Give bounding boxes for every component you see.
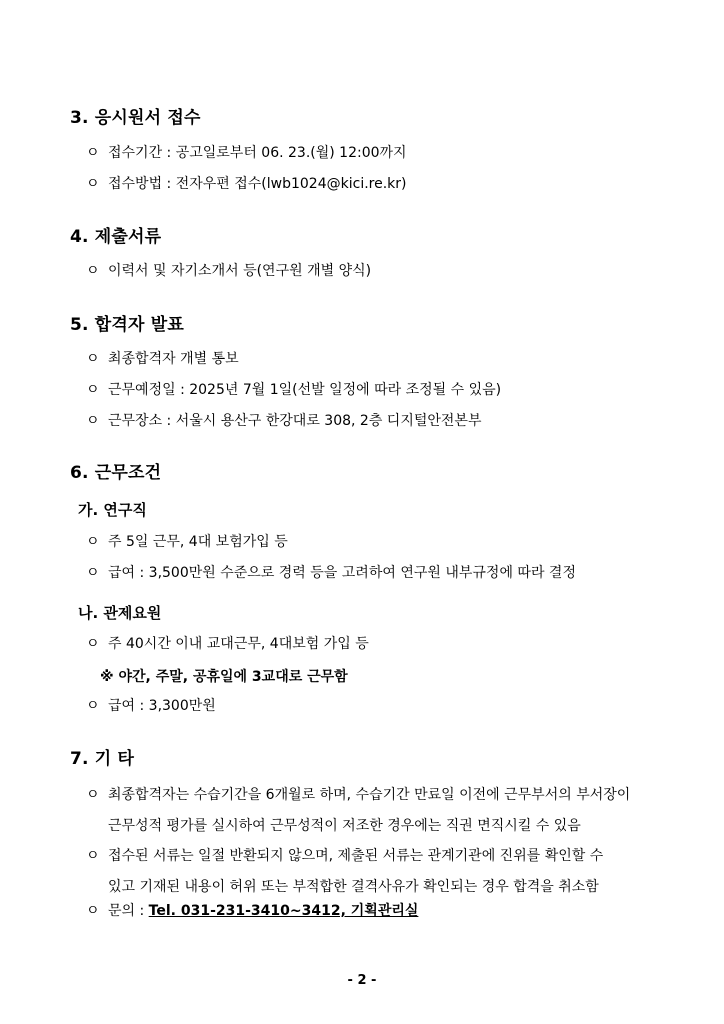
list-item: ㅇ 접수된 서류는 일절 반환되지 않으며, 제출된 서류는 관계기관에 진위를 확인할 수 있고 기재된 내용이 허위 또는 부적합한 결격사유가 확인되는 경우 합격을 취소함 [86, 841, 664, 903]
contact-info: Tel. 031-231-3410~3412, 기획관리실 [148, 903, 419, 919]
page-number: - 2 - [347, 973, 377, 988]
list-item: ㅇ 최종합격자 개별 통보 [86, 344, 664, 375]
contact-label: 문의 : [108, 903, 149, 919]
list-item: ㅇ 주 5일 근무, 4대 보험가입 등 [86, 527, 664, 558]
bullet-icon: ㅇ [86, 176, 100, 192]
list-item: ㅇ 급여 : 3,500만원 수준으로 경력 등을 고려하여 연구원 내부규정에 따라 결정 [86, 558, 664, 589]
bullet-icon: ㅇ [86, 636, 100, 652]
section-6-heading: 6. 근무조건 [70, 463, 162, 483]
bullet-icon: ㅇ [86, 351, 100, 367]
list-item: ㅇ 주 40시간 이내 교대근무, 4대보험 가입 등 [86, 629, 664, 660]
bullet-icon: ㅇ [86, 534, 100, 550]
section-5-heading: 5. 합격자 발표 [70, 315, 185, 335]
bullet-icon: ㅇ [86, 698, 100, 714]
bullet-icon: ㅇ [86, 903, 100, 919]
list-item: ㅇ 최종합격자는 수습기간을 6개월로 하며, 수습기간 만료일 이전에 근무부서의 부서장이 근무성적 평가를 실시하여 근무성적이 저조한 경우에는 직권 면직시킬 수 있음 [86, 780, 664, 842]
list-item: ㅇ 이력서 및 자기소개서 등(연구원 개별 양식) [86, 256, 664, 287]
subsection-control-heading: 나. 관제요원 [78, 604, 162, 622]
shift-note: ※ 야간, 주말, 공휴일에 3교대로 근무함 [100, 669, 348, 685]
list-item: ㅇ 접수기간 : 공고일로부터 06. 23.(월) 12:00까지 [86, 138, 664, 169]
section-7-heading: 7. 기 타 [70, 749, 135, 769]
bullet-icon: ㅇ [86, 787, 100, 803]
bullet-icon: ㅇ [86, 848, 100, 864]
bullet-icon: ㅇ [86, 382, 100, 398]
list-item: ㅇ 접수방법 : 전자우편 접수(lwb1024@kici.re.kr) [86, 169, 664, 200]
bullet-icon: ㅇ [86, 145, 100, 161]
bullet-icon: ㅇ [86, 263, 100, 279]
list-item: ㅇ 급여 : 3,300만원 [86, 691, 664, 722]
section-4-heading: 4. 제출서류 [70, 227, 162, 247]
list-item: ㅇ 근무예정일 : 2025년 7월 1일(선발 일정에 따라 조정될 수 있음) [86, 375, 664, 406]
list-item: ㅇ 근무장소 : 서울시 용산구 한강대로 308, 2층 디지털안전본부 [86, 406, 664, 437]
subsection-research-heading: 가. 연구직 [78, 501, 147, 519]
section-3-heading: 3. 응시원서 접수 [70, 108, 201, 128]
bullet-icon: ㅇ [86, 413, 100, 429]
bullet-icon: ㅇ [86, 565, 100, 581]
list-item [86, 896, 664, 927]
